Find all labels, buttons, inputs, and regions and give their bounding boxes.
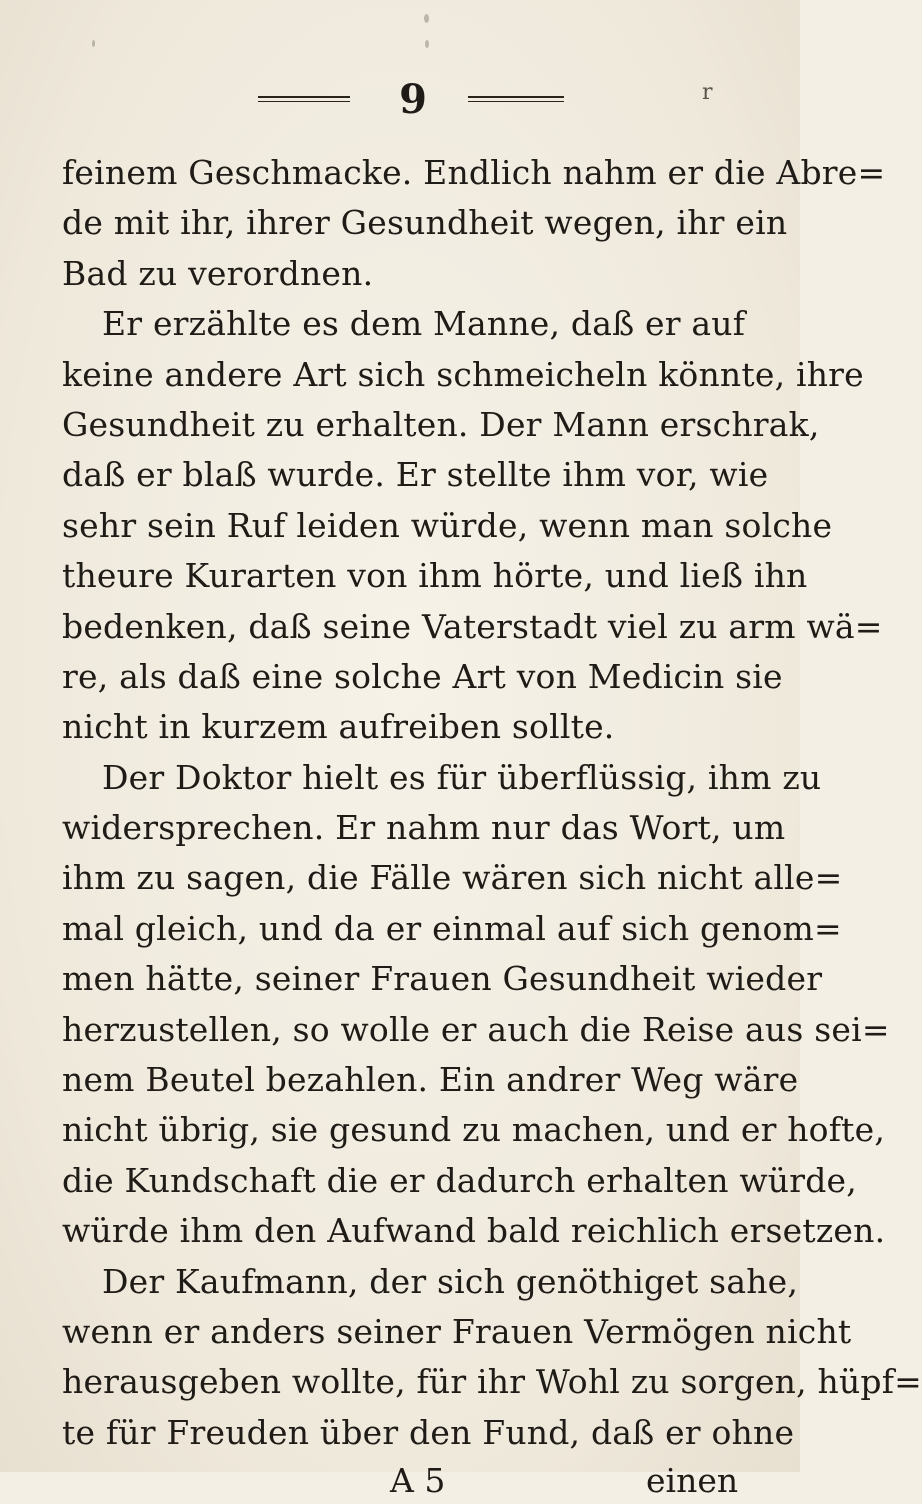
text-line: te für Freuden über den Fund, daß er ohne xyxy=(62,1412,795,1452)
body-text xyxy=(62,148,922,1504)
text-line: Er erzählte es dem Manne, daß er auf xyxy=(102,304,746,344)
text-line: widersprechen. Er nahm nur das Wort, um xyxy=(62,808,786,848)
text-line: würde ihm den Aufwand bald reichlich ersetzen. xyxy=(62,1211,886,1251)
text-line: herzustellen, so wolle er auch die Reise aus sei= xyxy=(62,1009,890,1049)
text-line: mal gleich, und da er einmal auf sich genom= xyxy=(62,908,842,948)
ink-spot xyxy=(425,40,429,48)
ink-spot xyxy=(424,14,429,23)
text-line: nem Beutel bezahlen. Ein andrer Weg wäre xyxy=(62,1060,799,1100)
corner-mark: r xyxy=(702,80,713,105)
text-line: keine andere Art sich schmeicheln könnte, ihre xyxy=(62,354,864,394)
signature-mark: A 5 xyxy=(390,1461,446,1501)
text-line: Gesundheit zu erhalten. Der Mann erschrak, xyxy=(62,404,820,444)
text-line: men hätte, seiner Frauen Gesundheit wieder xyxy=(62,959,823,999)
catchword: einen xyxy=(646,1461,739,1501)
text-line: sehr sein Ruf leiden würde, wenn man solche xyxy=(62,505,833,545)
text-line: Bad zu verordnen. xyxy=(62,253,374,293)
text-line: de mit ihr, ihrer Gesundheit wegen, ihr ein xyxy=(62,203,788,243)
header-rule-left xyxy=(258,96,350,102)
text-line: Der Doktor hielt es für überflüssig, ihm zu xyxy=(102,757,822,797)
text-line: theure Kurarten von ihm hörte, und ließ ihn xyxy=(62,556,808,596)
text-line: wenn er anders seiner Frauen Vermögen nicht xyxy=(62,1311,852,1351)
text-line: die Kundschaft die er dadurch erhalten würde, xyxy=(62,1160,857,1200)
page-footer xyxy=(62,1458,752,1504)
header-rule-right xyxy=(468,96,564,102)
text-line: feinem Geschmacke. Endlich nahm er die Abre= xyxy=(62,153,886,192)
ink-spot xyxy=(92,40,95,47)
text-line: herausgeben wollte, für ihr Wohl zu sorgen, hüpf= xyxy=(62,1362,922,1402)
text-line: nicht übrig, sie gesund zu machen, und er hofte, xyxy=(62,1110,886,1150)
text-line: nicht in kurzem aufreiben sollte. xyxy=(62,707,615,747)
text-line: re, als daß eine solche Art von Medicin sie xyxy=(62,656,783,696)
text-line: Der Kaufmann, der sich genöthiget sahe, xyxy=(102,1261,799,1301)
text-line: daß er blaß wurde. Er stellte ihm vor, wie xyxy=(62,455,769,495)
text-line: ihm zu sagen, die Fälle wären sich nicht alle= xyxy=(62,858,843,898)
page-number: 9 xyxy=(399,76,427,123)
text-line: bedenken, daß seine Vaterstadt viel zu arm wä= xyxy=(62,606,883,646)
